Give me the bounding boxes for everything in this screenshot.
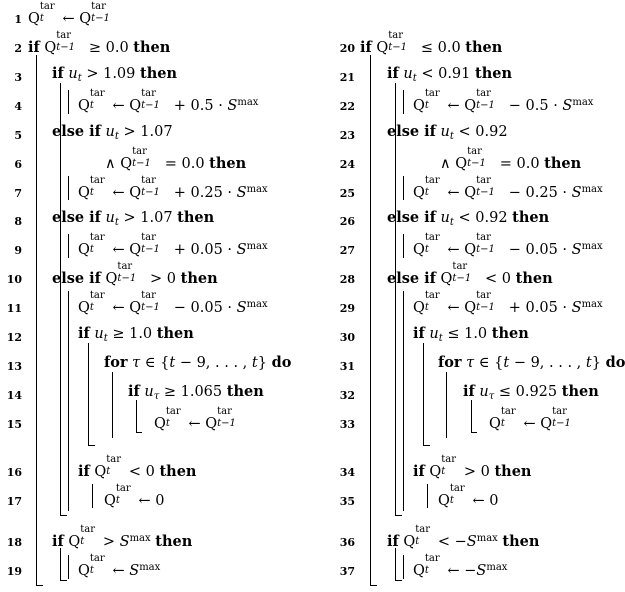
line-number: 27 [339, 244, 355, 257]
line-number: 35 [339, 495, 355, 508]
line-number: 4 [14, 100, 22, 113]
code-line: Q tar t ← Q tar t−1 − $0.5 \cdot S^{max}$ [413, 88, 594, 114]
line-number: 36 [339, 536, 355, 549]
code-line: if $u_\tau \ge 1.065$ then [128, 383, 264, 402]
block-bracket [370, 55, 371, 585]
line-number: 37 [339, 565, 355, 578]
code-line: if Q tar t−1 ≤ 0.0 then [360, 30, 503, 56]
block-bracket [68, 234, 69, 258]
block-bracket [395, 548, 396, 580]
line-number: 23 [339, 129, 355, 142]
code-line: else if Q tar t−1 > 0 then [52, 261, 218, 287]
code-line: Q tar t ← Q tar t−1 + $0.5 \cdot S^{max}$ [78, 88, 259, 114]
code-line: Q tar t ← Q tar t−1 + $0.05 \cdot S^{max}$ [78, 232, 268, 258]
code-line: if Q tar t < 0 then [78, 454, 197, 480]
code-line: if $u_\tau \le 0.925$ then [463, 383, 599, 402]
block-bracket [370, 585, 377, 586]
block-bracket [136, 432, 142, 433]
code-line: if Q tar t > $S^{max}$ then [52, 524, 193, 550]
block-bracket [68, 555, 69, 579]
line-number: 9 [14, 244, 22, 257]
block-bracket [60, 580, 67, 581]
block-bracket [395, 83, 396, 515]
block-bracket [36, 55, 37, 585]
block-bracket [88, 445, 95, 446]
block-bracket [403, 234, 404, 258]
line-number: 16 [6, 466, 22, 479]
line-number: 20 [339, 42, 355, 55]
code-line: ∧ Q tar t−1 = 0.0 then [105, 146, 247, 172]
code-line: Q tar t ← Q tar t−1 + $0.05 \cdot S^{max}$ [413, 290, 603, 316]
code-line: Q tar t ← $-S^{max}$ [413, 553, 508, 579]
line-number: 32 [339, 389, 355, 402]
block-bracket [403, 555, 404, 579]
code-line: Q tar t ← 0 [438, 483, 499, 509]
code-line: else if Q tar t−1 < 0 then [387, 261, 553, 287]
line-number: 33 [339, 418, 355, 431]
line-number: 22 [339, 100, 355, 113]
code-line: else if $u_t < 0.92$ then [387, 209, 550, 228]
block-bracket [92, 484, 93, 508]
line-number: 29 [339, 302, 355, 315]
line-number: 3 [14, 71, 22, 84]
line-number: 34 [339, 466, 355, 479]
line-number: 18 [6, 536, 22, 549]
code-line: Q tar t ← Q tar t−1 [28, 1, 110, 27]
line-number: 30 [339, 331, 355, 344]
code-line: Q tar t ← Q tar t−1 [154, 406, 236, 432]
code-line: else if $u_t > 1.07$ [52, 123, 173, 142]
block-bracket [68, 176, 69, 200]
line-number: 24 [339, 158, 355, 171]
block-bracket [136, 400, 137, 432]
line-number: 6 [14, 158, 22, 171]
line-number: 14 [6, 389, 22, 402]
code-line: ∧ Q tar t−1 = 0.0 then [440, 146, 582, 172]
block-bracket [68, 90, 69, 114]
code-line: else if $u_t > 1.07$ then [52, 209, 215, 228]
line-number: 28 [339, 273, 355, 286]
code-line: Q tar t ← Q tar t−1 − $0.05 \cdot S^{max}$ [78, 290, 268, 316]
code-line: else if $u_t < 0.92$ [387, 123, 508, 142]
line-number: 19 [6, 565, 22, 578]
block-bracket [395, 580, 402, 581]
code-line: if Q tar t > 0 then [413, 454, 532, 480]
block-bracket [60, 548, 61, 580]
block-bracket [395, 515, 402, 516]
block-bracket [446, 372, 447, 438]
code-line: Q tar t ← Q tar t−1 − $0.25 \cdot S^{max}$ [413, 175, 603, 201]
block-bracket [427, 484, 428, 508]
code-line: if $u_t > 1.09$ then [52, 65, 178, 84]
code-line: if $u_t \le 1.0$ then [413, 325, 529, 344]
code-line: Q tar t ← Q tar t−1 + $0.25 \cdot S^{max}$ [78, 175, 268, 201]
line-number: 21 [339, 71, 355, 84]
block-bracket [423, 343, 424, 445]
code-line: if $u_t < 0.91$ then [387, 65, 513, 84]
block-bracket [403, 176, 404, 200]
block-bracket [60, 515, 67, 516]
line-number: 15 [6, 418, 22, 431]
code-line: Q tar t ← Q tar t−1 [489, 406, 571, 432]
block-bracket [403, 90, 404, 114]
code-line: Q tar t ← $S^{max}$ [78, 553, 161, 579]
block-bracket [471, 400, 472, 432]
code-line: Q tar t ← Q tar t−1 − $0.05 \cdot S^{max}$ [413, 232, 603, 258]
line-number: 10 [6, 273, 22, 286]
line-number: 17 [6, 495, 22, 508]
code-line: if $u_t \ge 1.0$ then [78, 325, 194, 344]
line-number: 5 [14, 129, 22, 142]
block-bracket [36, 585, 43, 586]
line-number: 2 [14, 42, 22, 55]
block-bracket [423, 445, 430, 446]
block-bracket [60, 83, 61, 515]
line-number: 7 [14, 187, 22, 200]
line-number: 12 [6, 331, 22, 344]
line-number: 1 [14, 13, 22, 26]
block-bracket [88, 343, 89, 445]
line-number: 25 [339, 187, 355, 200]
code-line: for τ ∈ {t − 9, . . . , t} do [438, 354, 625, 371]
code-line: Q tar t ← 0 [104, 483, 165, 509]
line-number: 11 [6, 302, 22, 315]
block-bracket [403, 291, 404, 511]
line-number: 13 [6, 360, 22, 373]
code-line: if Q tar t−1 ≥ 0.0 then [28, 30, 171, 56]
line-number: 31 [339, 360, 355, 373]
code-line: if Q tar t < $-S^{max}$ then [387, 524, 540, 550]
block-bracket [112, 372, 113, 438]
line-number: 26 [339, 215, 355, 228]
code-line: for τ ∈ {t − 9, . . . , t} do [104, 354, 292, 371]
block-bracket [68, 291, 69, 511]
block-bracket [471, 432, 477, 433]
line-number: 8 [14, 215, 22, 228]
